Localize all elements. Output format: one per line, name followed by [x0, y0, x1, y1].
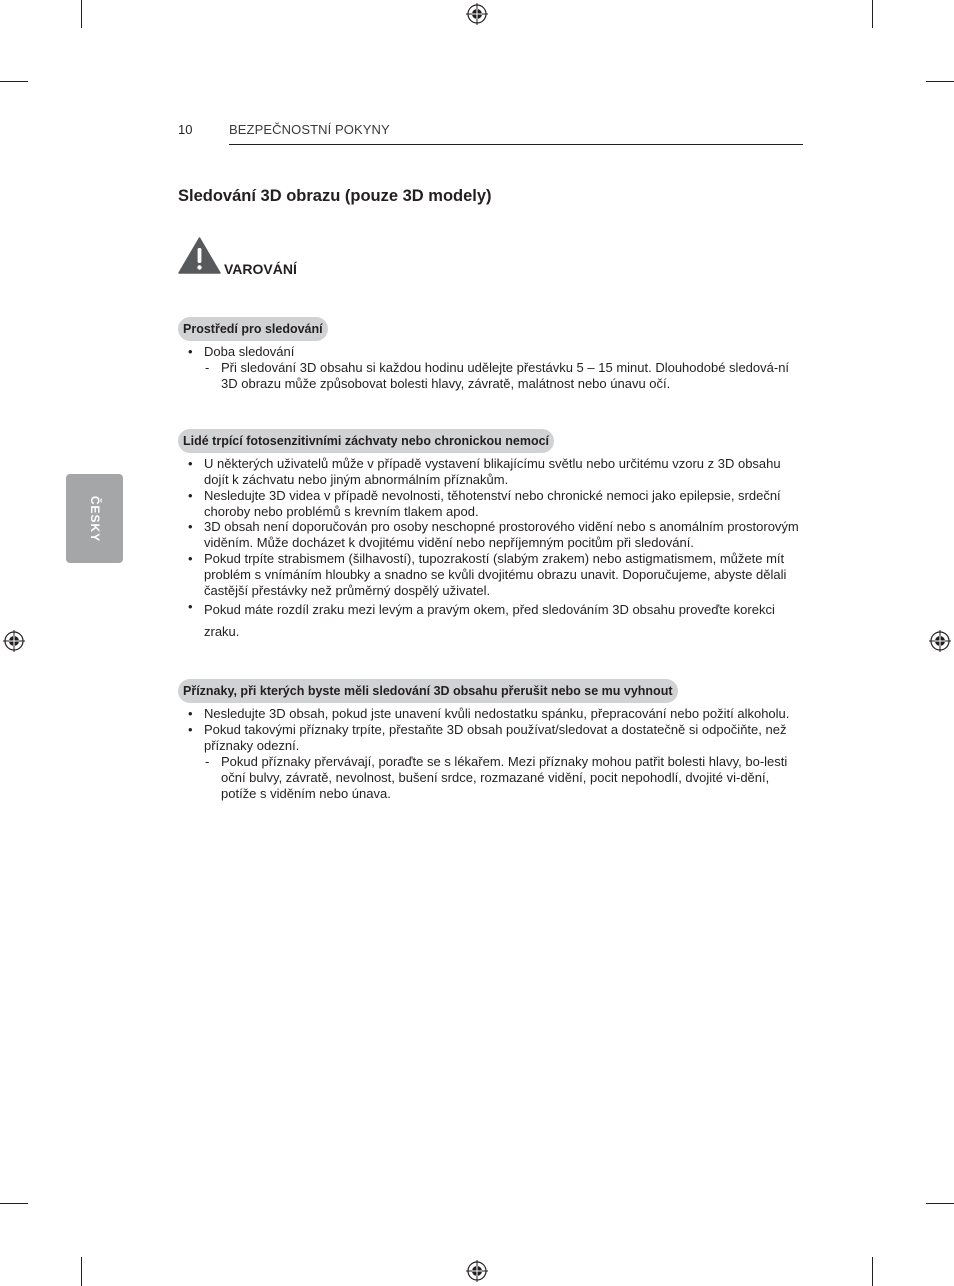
- registration-mark-icon: [466, 1260, 488, 1282]
- list-item: Pokud máte rozdíl zraku mezi levým a pravým okem, před sledováním 3D obsahu proveďte korekci zraku.: [204, 602, 775, 639]
- list-item: Pokud trpíte strabismem (šilhavostí), tupozrakostí (slabým zrakem) nebo astigmatismem, můžete mít problém s vnímáním hloubky a snadno se kvůli dvojitému obrazu unavit. Doporučujeme, abyste dělali častější přestávky než průměrný dospělý uživatel.: [204, 551, 787, 598]
- bullet-marker: •: [188, 456, 193, 471]
- dash-marker: -: [205, 360, 210, 375]
- crop-mark: [81, 1257, 82, 1286]
- bullet-marker: •: [188, 706, 193, 721]
- running-head: BEZPEČNOSTNÍ POKYNY: [229, 122, 390, 137]
- registration-mark-icon: [466, 3, 488, 25]
- list-item: 3D obsah není doporučován pro osoby neschopné prostorového vidění nebo s anomálním prostorovým viděním. Může docházet k dvojitému vidění nebo nepříjemným pocitům při sledování.: [204, 519, 799, 550]
- list-item: Nesledujte 3D videa v případě nevolnosti, těhotenství nebo chronické nemoci jako epilepsie, srdeční choroby nebo problémů s krevním tlakem apod.: [204, 488, 781, 519]
- section-title: Sledování 3D obrazu (pouze 3D modely): [178, 187, 492, 205]
- crop-mark: [81, 0, 82, 28]
- list-item: U některých uživatelů může v případě vystavení blikajícímu světlu nebo určitému vzoru z 3D obsahu dojít k záchvatu nebo jiným abnormálním příznakům.: [204, 456, 781, 487]
- registration-mark-icon: [929, 630, 951, 652]
- list-item: Doba sledování: [204, 344, 295, 359]
- list-item: Nesledujte 3D obsah, pokud jste unavení kvůli nedostatku spánku, přepracování nebo požití alkoholu.: [204, 706, 790, 721]
- bullet-marker: •: [188, 599, 193, 614]
- list-subitem: Pokud příznaky přervávají, poraďte se s lékařem. Mezi příznaky mohou patřit bolesti hlavy, bo-lesti oční bulvy, závratě, nevolnost, bušení srdce, rozmazané vidění, pocit nepohodlí, dvojité vi-dění, potíže s viděním nebo únava.: [221, 754, 788, 801]
- warning-label: VAROVÁNÍ: [224, 261, 297, 277]
- bullet-marker: •: [188, 519, 193, 534]
- bullet-marker: •: [188, 344, 193, 359]
- language-tab-label: ČESKY: [87, 495, 102, 542]
- crop-mark: [872, 1257, 873, 1286]
- crop-mark: [926, 81, 954, 82]
- warning-triangle-icon: [178, 237, 221, 274]
- bullet-marker: •: [188, 551, 193, 566]
- crop-mark: [872, 0, 873, 28]
- page-number: 10: [178, 122, 193, 137]
- dash-marker: -: [205, 754, 210, 769]
- header-divider: [229, 144, 803, 145]
- crop-mark: [0, 81, 28, 82]
- list-item: Pokud takovými příznaky trpíte, přestaňte 3D obsah používat/sledovat a dostatečně si odpočiňte, než příznaky odezní.: [204, 722, 787, 753]
- list-subitem: Při sledování 3D obsahu si každou hodinu udělejte přestávku 5 – 15 minut. Dlouhodobé sledová-ní 3D obrazu může způsobovat bolesti hlavy, závratě, malátnost nebo únavu očí.: [221, 360, 790, 391]
- bullet-marker: •: [188, 488, 193, 503]
- language-tab: [66, 474, 123, 563]
- subsection-heading: Lidé trpící fotosenzitivními záchvaty nebo chronickou nemocí: [178, 429, 554, 453]
- registration-mark-icon: [3, 630, 25, 652]
- subsection-heading: Prostředí pro sledování: [178, 317, 328, 341]
- subsection-heading: Příznaky, při kterých byste měli sledování 3D obsahu přerušit nebo se mu vyhnout: [178, 679, 678, 703]
- crop-mark: [926, 1203, 954, 1204]
- bullet-marker: •: [188, 722, 193, 737]
- crop-mark: [0, 1203, 28, 1204]
